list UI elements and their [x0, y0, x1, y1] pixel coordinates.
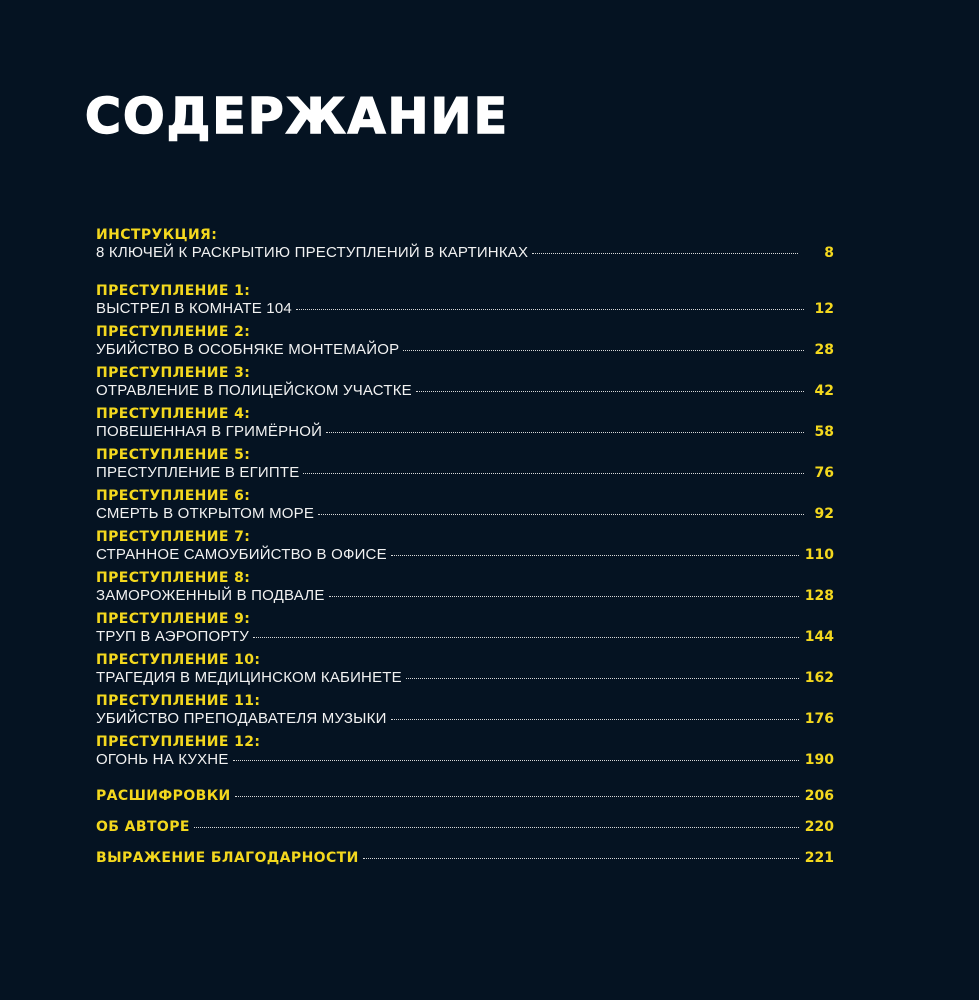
toc-heading: ИНСТРУКЦИЯ: — [96, 227, 218, 243]
toc-heading: ПРЕСТУПЛЕНИЕ 6: — [96, 488, 251, 504]
toc-heading: ПРЕСТУПЛЕНИЕ 4: — [96, 406, 251, 422]
dot-leader — [235, 796, 799, 797]
toc-line — [96, 423, 834, 441]
toc-line — [96, 505, 834, 523]
toc-heading: ПРЕСТУПЛЕНИЕ 2: — [96, 324, 251, 340]
dot-leader — [532, 253, 798, 254]
toc-page-number: 28 — [814, 342, 834, 358]
toc-entry-intro[interactable] — [96, 226, 834, 262]
toc-subtitle: ПОВЕШЕННАЯ В ГРИМЁРНОЙ — [96, 423, 323, 440]
toc-line — [96, 628, 834, 646]
toc-heading: ПРЕСТУПЛЕНИЕ 12: — [96, 734, 261, 750]
dot-leader — [416, 391, 804, 392]
dot-leader — [326, 432, 804, 433]
dot-leader — [391, 719, 799, 720]
dot-leader — [194, 827, 799, 828]
toc-page-number: 220 — [804, 819, 834, 835]
toc-heading: ПРЕСТУПЛЕНИЕ 7: — [96, 529, 251, 545]
toc-subtitle: ОТРАВЛЕНИЕ В ПОЛИЦЕЙСКОМ УЧАСТКЕ — [96, 382, 412, 399]
toc-page-number: 42 — [814, 383, 834, 399]
toc-heading: ПРЕСТУПЛЕНИЕ 9: — [96, 611, 251, 627]
toc-page-number: 8 — [824, 245, 834, 261]
toc-line — [96, 546, 834, 564]
dot-leader — [318, 514, 804, 515]
toc-page-number: 162 — [804, 670, 834, 686]
toc-subtitle: 8 КЛЮЧЕЙ К РАСКРЫТИЮ ПРЕСТУПЛЕНИЙ В КАРТИНКАХ — [96, 244, 529, 261]
toc-entry-section-3[interactable] — [96, 849, 834, 867]
toc-line — [96, 244, 834, 262]
toc-line — [96, 751, 834, 769]
dot-leader — [233, 760, 799, 761]
toc-subtitle: ОГОНЬ НА КУХНЕ — [96, 751, 229, 768]
toc-entry-section-1[interactable] — [96, 787, 834, 805]
toc-line — [96, 587, 834, 605]
toc-entry-chapter-12[interactable] — [96, 733, 834, 769]
dot-leader — [303, 473, 804, 474]
toc-page-number: 128 — [804, 588, 834, 604]
toc-heading: ВЫРАЖЕНИЕ БЛАГОДАРНОСТИ — [96, 850, 359, 866]
toc-entry-chapter-4[interactable] — [96, 405, 834, 441]
toc-line — [96, 464, 834, 482]
toc-entry-section-2[interactable] — [96, 818, 834, 836]
toc-heading: РАСШИФРОВКИ — [96, 788, 231, 804]
toc-line — [96, 341, 834, 359]
dot-leader — [253, 637, 799, 638]
toc-heading: ПРЕСТУПЛЕНИЕ 10: — [96, 652, 261, 668]
toc-heading: ПРЕСТУПЛЕНИЕ 8: — [96, 570, 251, 586]
toc-subtitle: ПРЕСТУПЛЕНИЕ В ЕГИПТЕ — [96, 464, 300, 481]
toc-page-number: 12 — [814, 301, 834, 317]
toc-line — [96, 669, 834, 687]
toc-subtitle: СТРАННОЕ САМОУБИЙСТВО В ОФИСЕ — [96, 546, 387, 563]
dot-leader — [296, 309, 804, 310]
toc-line — [96, 710, 834, 728]
toc-heading: ПРЕСТУПЛЕНИЕ 3: — [96, 365, 251, 381]
toc-subtitle: УБИЙСТВО В ОСОБНЯКЕ МОНТЕМАЙОР — [96, 341, 400, 358]
dot-leader — [403, 350, 804, 351]
toc-subtitle: ТРУП В АЭРОПОРТУ — [96, 628, 249, 645]
toc-entry-chapter-3[interactable] — [96, 364, 834, 400]
toc-line — [96, 382, 834, 400]
toc-heading: ОБ АВТОРЕ — [96, 819, 190, 835]
dot-leader — [406, 678, 799, 679]
toc-page-number: 206 — [804, 788, 834, 804]
toc-entry-chapter-6[interactable] — [96, 487, 834, 523]
dot-leader — [329, 596, 799, 597]
toc-heading: ПРЕСТУПЛЕНИЕ 11: — [96, 693, 261, 709]
chapter-list — [96, 282, 834, 769]
toc-subtitle: СМЕРТЬ В ОТКРЫТОМ МОРЕ — [96, 505, 315, 522]
dot-leader — [363, 858, 799, 859]
toc-entry-chapter-1[interactable] — [96, 282, 834, 318]
toc-entry-chapter-8[interactable] — [96, 569, 834, 605]
toc-subtitle: ЗАМОРОЖЕННЫЙ В ПОДВАЛЕ — [96, 587, 325, 604]
toc-entry-chapter-11[interactable] — [96, 692, 834, 728]
toc-line — [96, 818, 834, 836]
dot-leader — [391, 555, 799, 556]
toc-page-number: 76 — [814, 465, 834, 481]
toc-line — [96, 300, 834, 318]
toc-subtitle: ТРАГЕДИЯ В МЕДИЦИНСКОМ КАБИНЕТЕ — [96, 669, 402, 686]
toc-entry-chapter-5[interactable] — [96, 446, 834, 482]
toc-subtitle: ВЫСТРЕЛ В КОМНАТЕ 104 — [96, 300, 292, 317]
toc-page-number: 176 — [804, 711, 834, 727]
toc-entry-chapter-7[interactable] — [96, 528, 834, 564]
toc-page-number: 110 — [804, 547, 834, 563]
toc-entry-chapter-10[interactable] — [96, 651, 834, 687]
toc-page-number: 221 — [804, 850, 834, 866]
page-title: СОДЕРЖАНИЕ — [85, 88, 510, 145]
toc-entry-chapter-9[interactable] — [96, 610, 834, 646]
toc-page-number: 58 — [814, 424, 834, 440]
toc-line — [96, 849, 834, 867]
toc-subtitle: УБИЙСТВО ПРЕПОДАВАТЕЛЯ МУЗЫКИ — [96, 710, 387, 727]
toc-heading: ПРЕСТУПЛЕНИЕ 5: — [96, 447, 251, 463]
toc-line — [96, 787, 834, 805]
toc-page-number: 92 — [814, 506, 834, 522]
table-of-contents — [96, 226, 834, 880]
section-list — [96, 787, 834, 867]
toc-page-number: 144 — [804, 629, 834, 645]
toc-page-number: 190 — [804, 752, 834, 768]
toc-entry-chapter-2[interactable] — [96, 323, 834, 359]
toc-heading: ПРЕСТУПЛЕНИЕ 1: — [96, 283, 251, 299]
